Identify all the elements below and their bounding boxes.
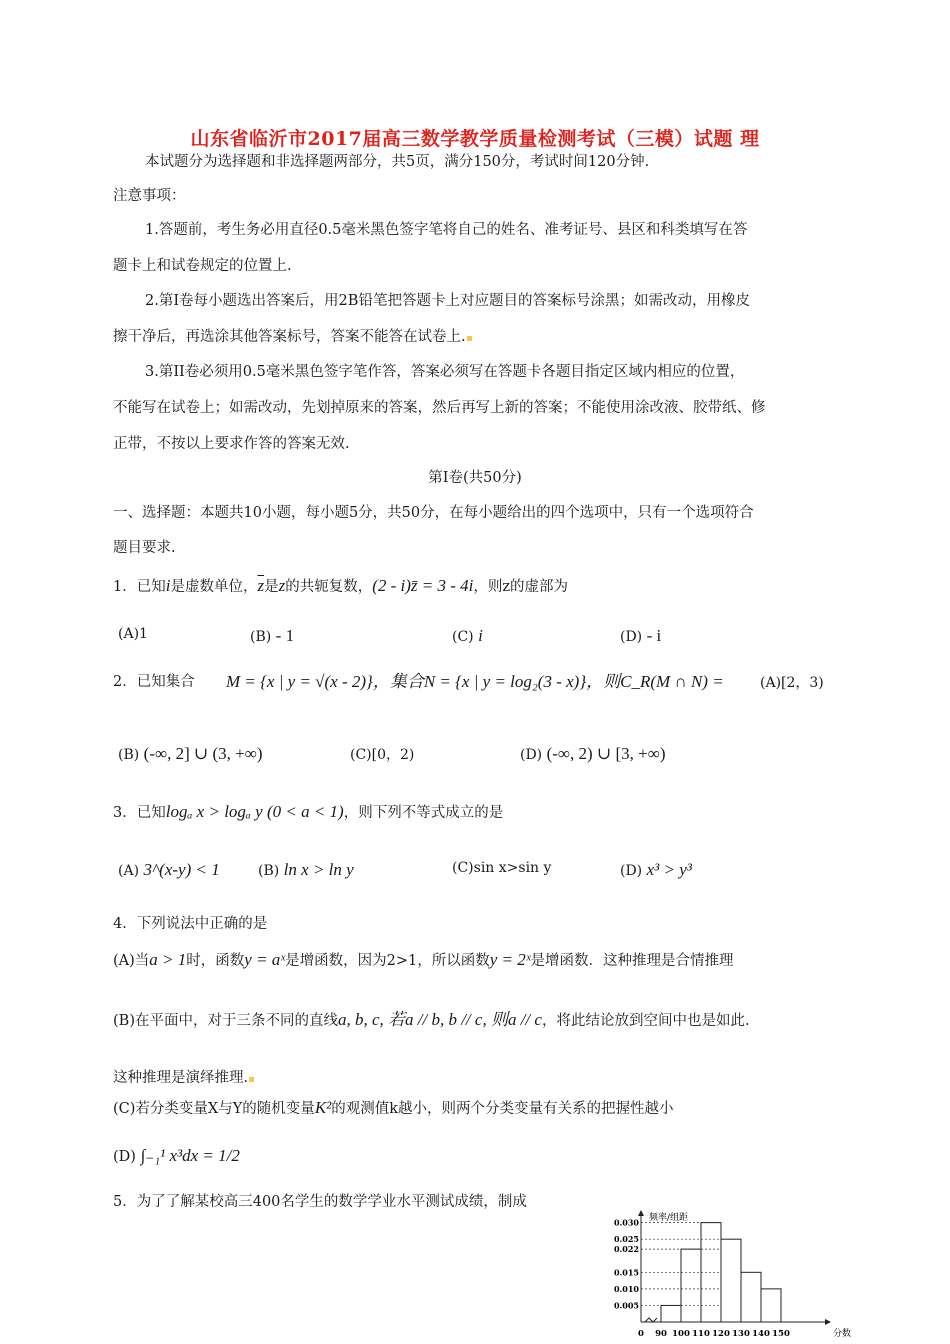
q1-option-a: (A)1 [118,626,148,642]
page-title: 山东省临沂市2017届高三数学教学质量检测考试（三模）试题 理 [190,128,760,150]
axis-break [645,1318,657,1322]
q3-option-c: (C)sin x>sin y [452,860,552,876]
q4-stem: 4．下列说法中正确的是 [113,916,268,932]
part1-instructions-b: 题目要求. [113,540,176,556]
y-tick-label: 0.005 [613,1300,639,1311]
x-tick-label: 0 [638,1329,644,1339]
part1-heading: 第I卷(共50分) [428,470,522,486]
q2-option-c: (C)[0，2) [350,747,415,763]
x-tick-label: 120 [712,1329,730,1339]
histogram-bar [761,1289,781,1322]
histogram-bar [681,1249,701,1322]
y-axis-label: 频率/组距 [649,1213,689,1223]
q2-option-a: (A)[2，3) [760,675,824,691]
q2-option-b: (B) (-∞, 2] ∪ (3, +∞) [118,744,263,763]
q2-stem: 2．已知集合 [113,674,195,690]
x-axis-arrow [825,1319,831,1325]
y-axis-arrow [638,1210,644,1216]
y-tick-label: 0.025 [613,1234,639,1245]
x-tick-label: 100 [672,1329,690,1339]
histogram-chart [605,1210,855,1340]
x-tick-label: 130 [732,1329,750,1339]
mark-dot [467,336,472,341]
y-tick-label: 0.010 [613,1283,639,1294]
q4-option-c: (C)若分类变量X与Y的随机变量K²的观测值k越小，则两个分类变量有关系的把握性越小 [113,1098,674,1117]
q4-option-b-cont: 这种推理是演绎推理. [113,1068,254,1088]
x-tick-label: 150 [772,1329,790,1339]
part1-instructions-a: 一、选择题：本题共10小题，每小题5分，共50分，在每小题给出的四个选项中，只有一个选项符合 [113,505,754,521]
q3-option-d: (D) x³ > y³ [620,860,692,879]
intro-text: 本试题分为选择题和非选择题两部分，共5页，满分150分，考试时间120分钟. [145,154,650,170]
q5-stem: 5．为了了解某校高三400名学生的数学学业水平测试成绩，制成 [113,1194,527,1210]
note-3b: 不能写在试卷上；如需改动，先划掉原来的答案，然后再写上新的答案；不能使用涂改液、胶带纸、修 [113,400,766,416]
histogram-bar [741,1272,761,1322]
q4-option-d: (D) ∫₋₁¹ x³dx = 1/2 [113,1146,240,1165]
y-tick-label: 0.015 [613,1267,639,1278]
x-tick-label: 90 [655,1329,667,1339]
notes-heading: 注意事项： [113,188,186,204]
q3-option-a: (A) 3^(x-y) < 1 [118,860,220,879]
y-tick-label: 0.030 [613,1217,639,1228]
q1-option-c: (C) i [452,626,483,645]
q3-stem: 3．已知logₐ x > logₐ y (0 < a < 1)，则下列不等式成立的是 [113,802,504,821]
q1-option-b: (B) - 1 [250,626,295,645]
q4-option-a: (A)当a > 1时，函数y = aˣ是增函数，因为2>1，所以函数y = 2ˣ是增函数．这种推理是合情推理 [113,950,734,969]
q1-stem: 1．已知i是虚数单位，$\overline{z}$是z的共轭复数，(2 - i)z̄ = 3 - 4i，则z的虚部为 [113,576,569,595]
q4-option-b: (B)在平面中，对于三条不同的直线a, b, c, 若a // b, b // c, 则a // c，将此结论放到空间中也是如此. [113,1010,750,1029]
y-tick-label: 0.022 [613,1244,639,1255]
note-3c: 正带，不按以上要求作答的答案无效. [113,436,350,452]
x-tick-label: 140 [752,1329,770,1339]
q3-option-b: (B) ln x > ln y [258,860,354,879]
x-axis-label: 分数 [833,1329,852,1339]
mark-dot [249,1077,254,1082]
note-1a: 1.答题前，考生务必用直径0.5毫米黑色签字笔将自己的姓名、准考证号、县区和科类填写在答 [145,222,748,238]
note-2b: 擦干净后，再选涂其他答案标号，答案不能答在试卷上. [113,327,472,347]
q1-option-d: (D) - i [620,626,662,645]
note-1b: 题卡上和试卷规定的位置上. [113,258,292,274]
histogram-bar [721,1239,741,1322]
x-tick-label: 110 [692,1329,710,1339]
histogram-bar [661,1305,681,1322]
note-3a: 3.第II卷必须用0.5毫米黑色签字笔作答，答案必须写在答题卡各题目指定区域内相应的位置， [145,364,745,380]
q2-equation: M = {x | y = √(x - 2)}，集合N = {x | y = log₂(3 - x)}，则C_R(M ∩ N) = [226,672,724,691]
note-2a: 2.第I卷每小题选出答案后，用2B铅笔把答题卡上对应题目的答案标号涂黑；如需改动，用橡皮 [145,293,750,309]
q2-option-d: (D) (-∞, 2) ∪ [3, +∞) [520,744,666,763]
